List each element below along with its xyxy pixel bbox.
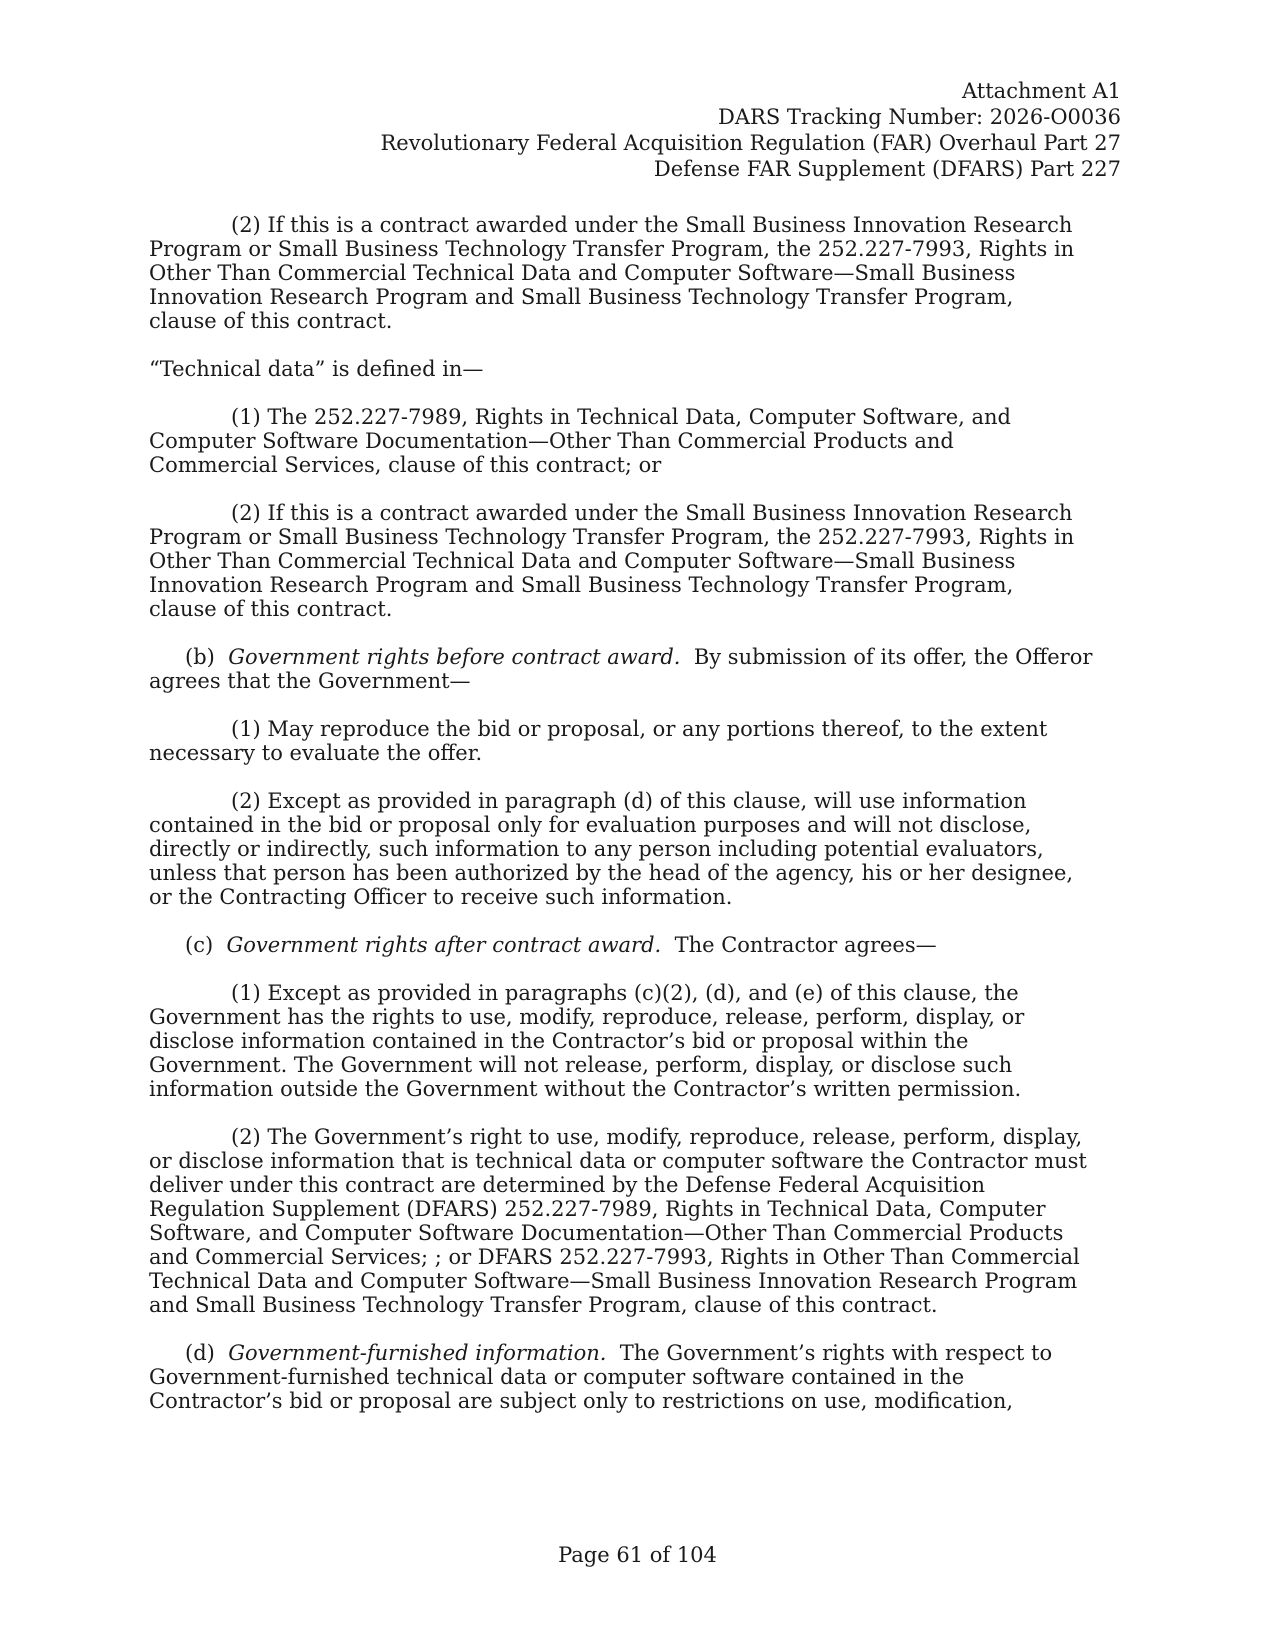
text-line: “Technical data” is defined in—: [149, 357, 484, 381]
text-line: (1) Except as provided in paragraphs (c)(2), (d), and (e) of this clause, the: [231, 981, 1019, 1005]
text-line: deliver under this contract are determined by the Defense Federal Acquisition: [149, 1173, 986, 1197]
text-line: (1) The 252.227-7989, Rights in Technical Data, Computer Software, and: [231, 405, 1011, 429]
page-header: [381, 78, 1122, 182]
header-line-tracking: DARS Tracking Number: 2026-O0036: [718, 105, 1121, 129]
text-line: (2) If this is a contract awarded under the Small Business Innovation Research: [231, 501, 1073, 525]
paragraph: [149, 501, 1129, 621]
paragraph-b: [149, 645, 1129, 693]
text-line: Contractor’s bid or proposal are subject only to restrictions on use, modification,: [149, 1389, 1014, 1413]
paragraph: [149, 1125, 1129, 1317]
text-line: [149, 933, 1129, 957]
text-line: Program or Small Business Technology Transfer Program, the 252.227-7993, Rights in: [149, 237, 1075, 261]
text-line: (2) The Government’s right to use, modify, reproduce, release, perform, display,: [231, 1125, 1083, 1149]
text-line: contained in the bid or proposal only for evaluation purposes and will not disclose,: [149, 813, 1032, 837]
text-line: Innovation Research Program and Small Business Technology Transfer Program,: [149, 573, 1014, 597]
text-line: (1) May reproduce the bid or proposal, or any portions thereof, to the extent: [231, 717, 1048, 741]
paragraph-marker: (c): [185, 933, 227, 957]
text-line: directly or indirectly, such information to any person including potential evaluators,: [149, 837, 1044, 861]
text-line: Other Than Commercial Technical Data and Computer Software—Small Business: [149, 549, 1016, 573]
text-line: unless that person has been authorized by the head of the agency, his or her designee,: [149, 861, 1074, 885]
text-line: Government. The Government will not release, perform, display, or disclose such: [149, 1053, 1013, 1077]
text-line: Computer Software Documentation—Other Than Commercial Products and: [149, 429, 954, 453]
text-line: Software, and Computer Software Documentation—Other Than Commercial Products: [149, 1221, 1064, 1245]
paragraph-heading: Government rights before contract award.: [228, 645, 681, 669]
text-line: Innovation Research Program and Small Business Technology Transfer Program,: [149, 285, 1014, 309]
page-number: Page 61 of 104: [558, 1543, 717, 1567]
text-line: clause of this contract.: [149, 597, 393, 621]
header-line-attachment: Attachment A1: [962, 79, 1121, 103]
header-line-far-part: Revolutionary Federal Acquisition Regulation (FAR) Overhaul Part 27: [380, 131, 1121, 155]
paragraph: [149, 789, 1129, 909]
paragraph: [149, 405, 1129, 477]
paragraph-d: [149, 1341, 1129, 1413]
paragraph-lead-text: The Government’s rights with respect to: [606, 1341, 1053, 1365]
text-line: Commercial Services, clause of this contract; or: [149, 453, 662, 477]
text-line: Regulation Supplement (DFARS) 252.227-7989, Rights in Technical Data, Computer: [149, 1197, 1046, 1221]
text-line: (2) If this is a contract awarded under the Small Business Innovation Research: [231, 213, 1073, 237]
page-footer: [0, 1543, 1275, 1567]
text-line: [149, 1341, 1129, 1365]
header-line-dfars-part: Defense FAR Supplement (DFARS) Part 227: [653, 157, 1121, 181]
paragraph: [149, 213, 1129, 333]
paragraph-lead-text: By submission of its offer, the Offeror: [680, 645, 1093, 669]
text-line: Government has the rights to use, modify, reproduce, release, perform, display, or: [149, 1005, 1025, 1029]
text-line: (2) Except as provided in paragraph (d) of this clause, will use information: [231, 789, 1027, 813]
text-line: disclose information contained in the Contractor’s bid or proposal within the: [149, 1029, 969, 1053]
text-line: information outside the Government without the Contractor’s written permission.: [149, 1077, 1022, 1101]
paragraph-heading: Government-furnished information.: [228, 1341, 607, 1365]
paragraph-marker: (d): [185, 1341, 229, 1365]
paragraph-lead-text: The Contractor agrees—: [661, 933, 937, 957]
text-line: or disclose information that is technical data or computer software the Contractor must: [149, 1149, 1087, 1173]
paragraph-marker: (b): [185, 645, 229, 669]
text-line: agrees that the Government—: [149, 669, 471, 693]
text-line: Government-furnished technical data or computer software contained in the: [149, 1365, 965, 1389]
paragraph-heading: Government rights after contract award.: [226, 933, 662, 957]
text-line: Program or Small Business Technology Transfer Program, the 252.227-7993, Rights in: [149, 525, 1075, 549]
text-line: and Commercial Services; ; or DFARS 252.227-7993, Rights in Other Than Commercial: [149, 1245, 1080, 1269]
document-body: [149, 213, 1129, 1437]
paragraph: [149, 981, 1129, 1101]
text-line: clause of this contract.: [149, 309, 393, 333]
text-line: Other Than Commercial Technical Data and Computer Software—Small Business: [149, 261, 1016, 285]
text-line: Technical Data and Computer Software—Small Business Innovation Research Program: [149, 1269, 1078, 1293]
text-line: or the Contracting Officer to receive such information.: [149, 885, 733, 909]
paragraph: [149, 717, 1129, 765]
paragraph: [149, 357, 1129, 381]
text-line: necessary to evaluate the offer.: [149, 741, 483, 765]
text-line: and Small Business Technology Transfer Program, clause of this contract.: [149, 1293, 938, 1317]
paragraph-c: [149, 933, 1129, 957]
text-line: [149, 645, 1129, 669]
